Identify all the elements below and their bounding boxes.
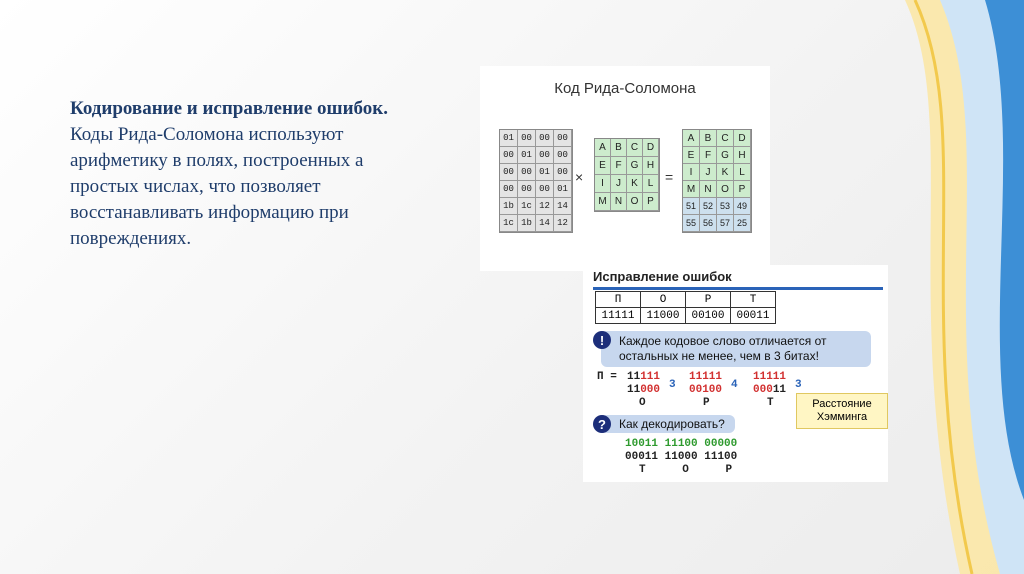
code-cell: 11111	[596, 308, 641, 324]
matrix-cell: G	[717, 147, 734, 164]
code-cell: 11000	[641, 308, 686, 324]
matrix-cell: 53	[717, 198, 734, 215]
matrix-cell: 1c	[500, 215, 518, 232]
letters-row	[596, 292, 776, 308]
matrix-cell: L	[643, 175, 659, 193]
matrix-cell: K	[627, 175, 643, 193]
matrix-cell: 00	[518, 164, 536, 181]
letter-cell: Т	[731, 292, 776, 308]
decode-block: 10011 11100 00000 00011 11000 11100 Т О Р	[625, 438, 738, 476]
matrix-cell: 52	[700, 198, 717, 215]
matrix-cell: 12	[536, 198, 554, 215]
matrix-cell: 55	[683, 215, 700, 232]
letter-cell: П	[596, 292, 641, 308]
code-cell: 00011	[731, 308, 776, 324]
message-matrix	[594, 138, 660, 212]
matrix-cell: 00	[518, 181, 536, 198]
matrix-cell: 00	[536, 181, 554, 198]
letter-cell: О	[641, 292, 686, 308]
matrix-cell: 1b	[500, 198, 518, 215]
matrix-cell: 49	[734, 198, 751, 215]
matrix-cell: D	[643, 139, 659, 157]
hamming-label: Расстояние Хэмминга	[796, 393, 888, 429]
matrix-cell: P	[643, 193, 659, 211]
matrix-cell: 57	[717, 215, 734, 232]
matrix-cell: 56	[700, 215, 717, 232]
matrix-cell: I	[683, 164, 700, 181]
distance-o: 3	[669, 379, 676, 391]
matrix-cell: D	[734, 130, 751, 147]
matrix-cell: 00	[536, 130, 554, 147]
error-correction-figure	[583, 265, 888, 482]
matrix-cell: 01	[500, 130, 518, 147]
note-text: Каждое кодовое слово отличается от остальных не менее, чем в 3 битах!	[619, 334, 827, 363]
matrix-cell: N	[611, 193, 627, 211]
compare-r: 11111 00100 Р	[689, 371, 723, 409]
matrix-cell: H	[643, 157, 659, 175]
matrix-cell: 1b	[518, 215, 536, 232]
matrix-cell: O	[627, 193, 643, 211]
matrix-cell: K	[717, 164, 734, 181]
matrix-cell: 51	[683, 198, 700, 215]
question-text: Как декодировать?	[619, 417, 725, 431]
matrix-cell: 01	[536, 164, 554, 181]
note-bubble	[601, 331, 871, 367]
matrix-cell: 01	[518, 147, 536, 164]
matrix-cell: P	[734, 181, 751, 198]
generator-matrix	[499, 129, 573, 233]
times-sign: ×	[575, 169, 584, 185]
matrix-cell: C	[717, 130, 734, 147]
matrix-cell: 00	[500, 181, 518, 198]
slide-body: Коды Рида-Соломона используют арифметику в полях, построенных а простых числах, что позволяет восстанавливать информацию при повреждениях.	[70, 124, 364, 249]
codes-row	[596, 308, 776, 324]
matrix-cell: A	[595, 139, 611, 157]
matrix-cell: 14	[554, 198, 572, 215]
matrix-cell: J	[700, 164, 717, 181]
matrix-cell: 14	[536, 215, 554, 232]
matrix-cell: O	[717, 181, 734, 198]
compare-o: 11111 11000 О	[627, 371, 661, 409]
matrix-cell: 00	[500, 164, 518, 181]
exclamation-icon: !	[593, 331, 611, 349]
matrix-cell: B	[611, 139, 627, 157]
matrix-cell: E	[595, 157, 611, 175]
code-cell: 00100	[686, 308, 731, 324]
matrix-cell: B	[700, 130, 717, 147]
matrix-cell: 00	[500, 147, 518, 164]
matrix-cell: 00	[554, 164, 572, 181]
matrix-cell: 00	[554, 147, 572, 164]
distance-r: 4	[731, 379, 738, 391]
matrix-cell: J	[611, 175, 627, 193]
slide-text	[70, 96, 430, 252]
letter-cell: Р	[686, 292, 731, 308]
matrix-cell: 00	[554, 130, 572, 147]
compare-t: 11111 00011 Т	[753, 371, 787, 409]
matrix-cell: M	[683, 181, 700, 198]
matrix-cell: A	[683, 130, 700, 147]
matrix-cell: F	[611, 157, 627, 175]
figure-title: Код Рида-Соломона	[554, 80, 696, 97]
question-icon: ?	[593, 415, 611, 433]
equals-sign: =	[665, 169, 674, 185]
slide-heading: Кодирование и исправление ошибок.	[70, 98, 388, 119]
distance-t: 3	[795, 379, 802, 391]
matrix-cell: F	[700, 147, 717, 164]
matrix-cell: N	[700, 181, 717, 198]
matrix-cell: I	[595, 175, 611, 193]
matrix-cell: 00	[536, 147, 554, 164]
matrix-cell: E	[683, 147, 700, 164]
p-equals: П =	[597, 371, 617, 383]
matrix-cell: M	[595, 193, 611, 211]
code-table	[595, 291, 776, 324]
matrix-cell: 1c	[518, 198, 536, 215]
matrix-cell: G	[627, 157, 643, 175]
matrix-cell: H	[734, 147, 751, 164]
matrix-cell: C	[627, 139, 643, 157]
question-bubble	[601, 415, 735, 433]
encoded-matrix	[682, 129, 752, 233]
matrix-cell: 01	[554, 181, 572, 198]
matrix-cell: 00	[518, 130, 536, 147]
title-rule	[593, 287, 883, 290]
matrix-cell: 25	[734, 215, 751, 232]
matrix-cell: L	[734, 164, 751, 181]
matrix-cell: 12	[554, 215, 572, 232]
reed-solomon-figure	[480, 66, 770, 271]
ec-title: Исправление ошибок	[593, 269, 732, 284]
